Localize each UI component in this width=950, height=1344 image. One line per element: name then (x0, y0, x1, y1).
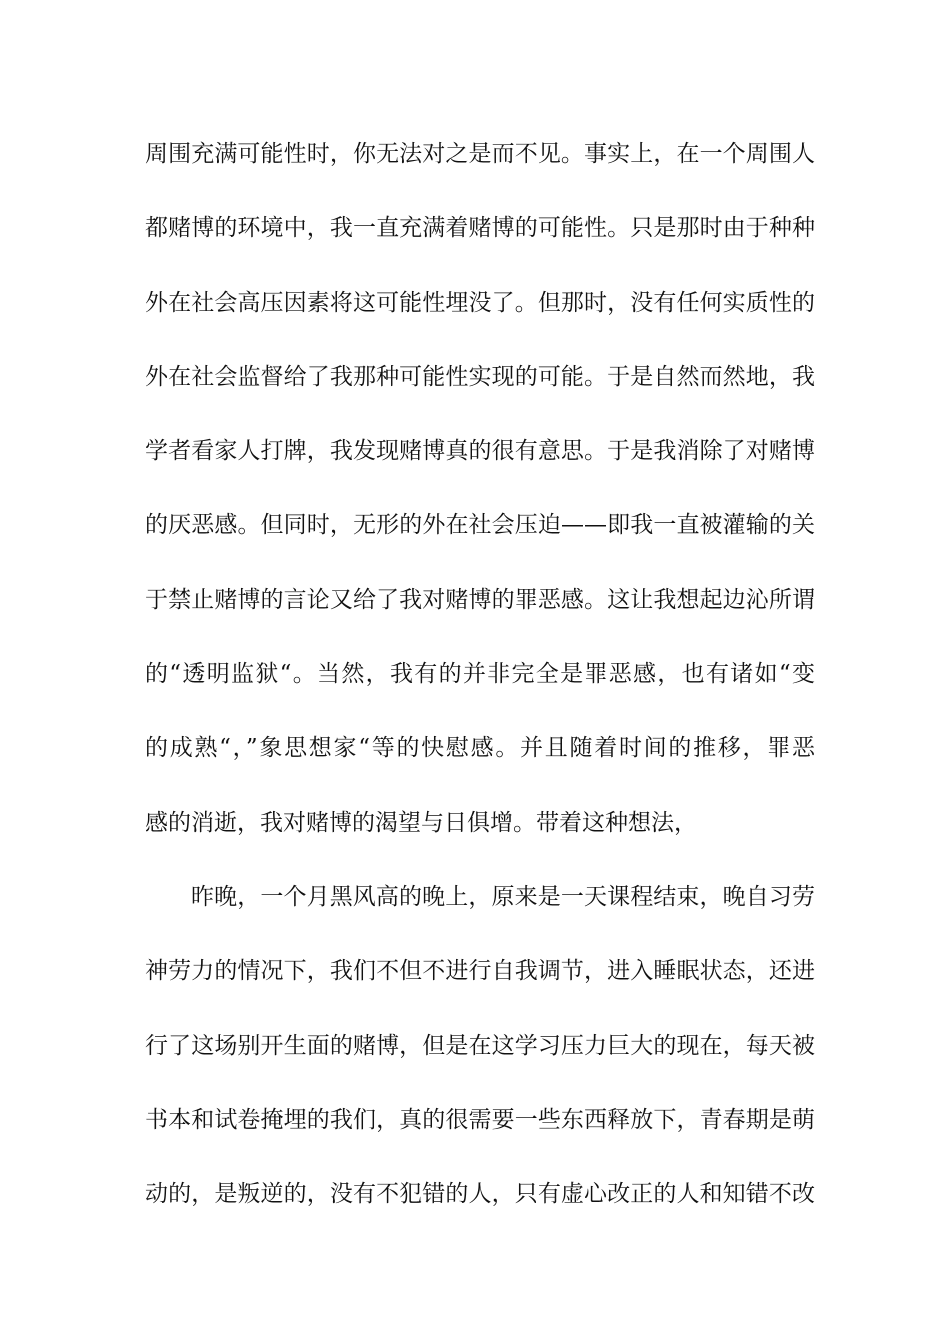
text-line: 外在社会高压因素将这可能性埋没了。但那时，没有任何实质性的 (145, 289, 815, 316)
text-line: 于禁止赌博的言论又给了我对赌博的罪恶感。这让我想起边沁所谓 (145, 586, 815, 613)
paragraph-1 (145, 128, 815, 871)
text-line: 动的，是叛逆的，没有不犯错的人，只有虚心改正的人和知错不改 (145, 1181, 815, 1208)
text-line-last: 感的消逝，我对赌博的渴望与日俱增。带着这种想法， (145, 809, 697, 836)
text-line: 都赌博的环境中，我一直充满着赌博的可能性。只是那时由于种种 (145, 215, 815, 242)
text-line: 的厌恶感。但同时，无形的外在社会压迫——即我一直被灌输的关 (145, 512, 815, 539)
text-line: 的“透明监狱“。当然，我有的并非完全是罪恶感，也有诸如“变 (145, 661, 815, 688)
text-line: 学者看家人打牌，我发现赌博真的很有意思。于是我消除了对赌博 (145, 438, 815, 465)
body-text (145, 128, 815, 1242)
text-line: 神劳力的情况下，我们不但不进行自我调节，进入睡眠状态，还进 (145, 958, 815, 985)
text-line-indented: 昨晚，一个月黑风高的晚上，原来是一天课程结束，晚自习劳 (191, 883, 815, 910)
text-line: 的成熟“，”象思想家“等的快慰感。并且随着时间的推移，罪恶 (145, 735, 815, 762)
text-line: 外在社会监督给了我那种可能性实现的可能。于是自然而然地，我 (145, 363, 815, 390)
text-line: 书本和试卷掩埋的我们，真的很需要一些东西释放下，青春期是萌 (145, 1106, 815, 1133)
text-line: 行了这场别开生面的赌博，但是在这学习压力巨大的现在，每天被 (145, 1032, 815, 1059)
paragraph-2 (145, 871, 815, 1242)
text-line: 周围充满可能性时，你无法对之是而不见。事实上，在一个周围人 (145, 141, 815, 167)
